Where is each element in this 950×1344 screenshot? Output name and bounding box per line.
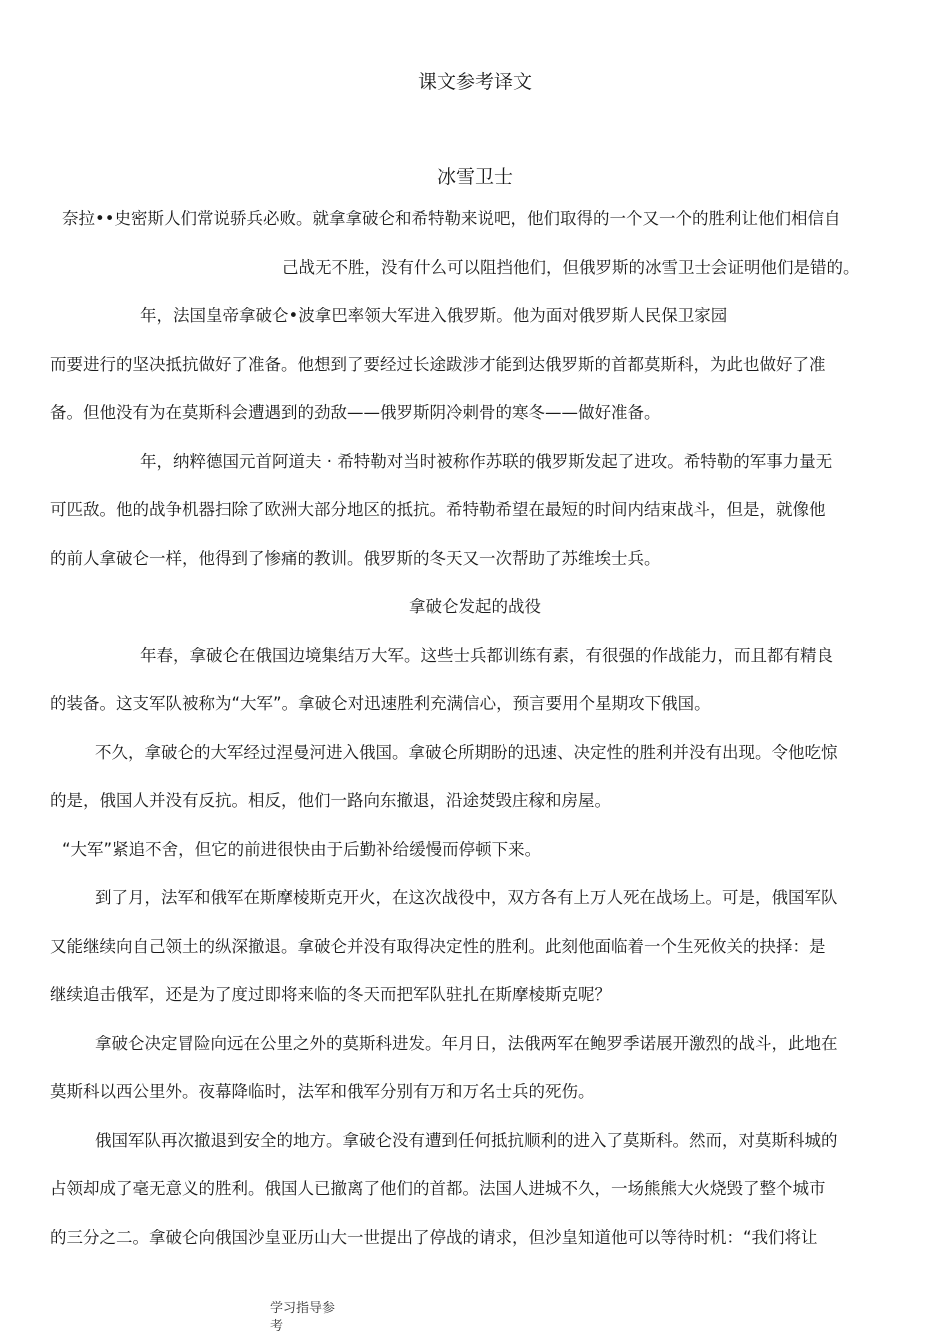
document-title: 课文参考译文 xyxy=(417,71,532,93)
body-line: 拿破仑决定冒险向远在公里之外的莫斯科进发。年月日，法俄两军在鲍罗季诺展开激烈的战斗，此地在 xyxy=(95,1034,838,1053)
body-line: 己战无不胜，没有什么可以阻挡他们，但俄罗斯的冰雪卫士会证明他们是错的。 xyxy=(282,258,860,277)
body-line: “大军”紧追不舍，但它的前进很快由于后勤补给缓慢而停顿下来。 xyxy=(62,840,542,859)
body-line: 而要进行的坚决抵抗做好了准备。他想到了要经过长途跋涉才能到达俄罗斯的首都莫斯科，为此也做好了准 xyxy=(50,355,826,374)
article-title: 冰雪卫士 xyxy=(436,166,513,188)
section-heading: 拿破仑发起的战役 xyxy=(409,597,541,616)
body-line: 占领却成了毫无意义的胜利。俄国人已撤离了他们的首都。法国人进城不久，一场熊熊大火烧毁了整个城市 xyxy=(50,1179,826,1198)
body-line: 继续追击俄军，还是为了度过即将来临的冬天而把军队驻扎在斯摩棱斯克呢？ xyxy=(50,985,611,1004)
footer-text-continued: 考 xyxy=(270,1319,284,1334)
body-line: 可匹敌。他的战争机器扫除了欧洲大部分地区的抵抗。希特勒希望在最短的时间内结束战斗，但是，就像他 xyxy=(50,500,826,519)
body-line: 的是，俄国人并没有反抗。相反，他们一路向东撤退，沿途焚毁庄稼和房屋。 xyxy=(50,791,611,810)
body-line: 年，纳粹德国元首阿道夫 · 希特勒对当时被称作苏联的俄罗斯发起了进攻。希特勒的军事力量无 xyxy=(140,452,833,471)
body-line: 的三分之二。拿破仑向俄国沙皇亚历山大一世提出了停战的请求，但沙皇知道他可以等待时机：“我们将让 xyxy=(50,1228,818,1247)
body-line: 备。但他没有为在莫斯科会遭遇到的劲敌——俄罗斯阴冷刺骨的寒冬——做好准备。 xyxy=(50,403,661,422)
body-line: 俄国军队再次撤退到安全的地方。拿破仑没有遭到任何抵抗顺利的进入了莫斯科。然而，对莫斯科城的 xyxy=(95,1131,838,1150)
footer-text: 学习指导参 xyxy=(270,1301,336,1316)
body-line: 奈拉••史密斯人们常说骄兵必败。就拿拿破仑和希特勒来说吧，他们取得的一个又一个的胜利让他们相信自 xyxy=(62,209,841,228)
body-line: 莫斯科以西公里外。夜幕降临时，法军和俄军分别有万和万名士兵的死伤。 xyxy=(50,1082,595,1101)
body-line: 年，法国皇帝拿破仑•波拿巴率领大军进入俄罗斯。他为面对俄罗斯人民保卫家园 xyxy=(140,306,728,325)
body-line: 又能继续向自己领土的纵深撤退。拿破仑并没有取得决定性的胜利。此刻他面临着一个生死攸关的抉择：是 xyxy=(50,937,826,956)
body-line: 的前人拿破仑一样，他得到了惨痛的教训。俄罗斯的冬天又一次帮助了苏维埃士兵。 xyxy=(50,549,661,568)
body-line: 的装备。这支军队被称为“大军”。拿破仑对迅速胜利充满信心，预言要用个星期攻下俄国。 xyxy=(50,694,711,713)
body-line: 到了月，法军和俄军在斯摩棱斯克开火，在这次战役中，双方各有上万人死在战场上。可是，俄国军队 xyxy=(95,888,838,907)
body-line: 年春，拿破仑在俄国边境集结万大军。这些士兵都训练有素，有很强的作战能力，而且都有精良 xyxy=(140,646,833,665)
body-line: 不久，拿破仑的大军经过涅曼河进入俄国。拿破仑所期盼的迅速、决定性的胜利并没有出现。令他吃惊 xyxy=(95,743,838,762)
